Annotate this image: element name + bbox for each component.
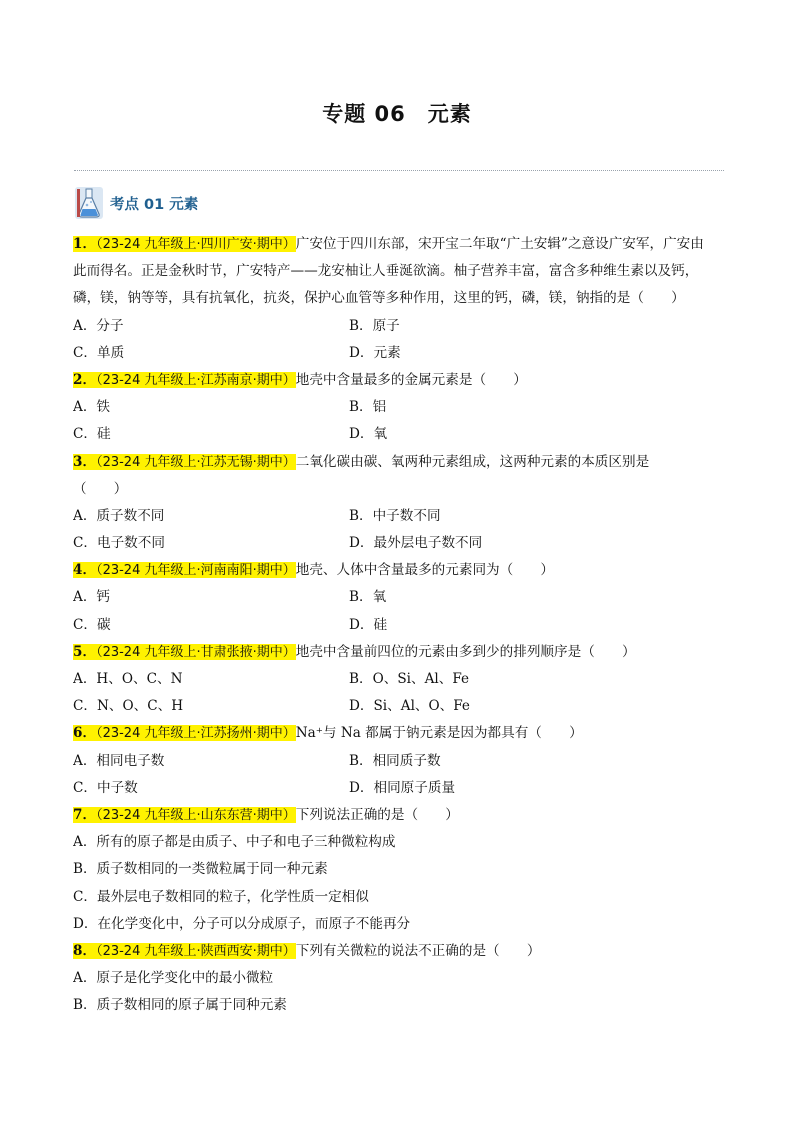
option: A．分子 [73, 317, 124, 334]
question-stem: 地壳中含量前四位的元素由多到少的排列顺序是（ ） [295, 643, 636, 660]
option-row [73, 775, 725, 802]
option: A．质子数不同 [73, 507, 165, 524]
option: D．硅 [349, 616, 388, 633]
option: B．质子数相同的一类微粒属于同一种元素 [73, 861, 328, 878]
option: C．最外层电子数相同的粒子，化学性质一定相似 [73, 888, 369, 905]
option: D．Si、Al、O、Fe [349, 698, 470, 715]
option-row [73, 693, 725, 720]
question-tag: 6．（23-24 九年级上·江苏扬州·期中） [73, 725, 296, 742]
question-tag: 4．（23-24 九年级上·河南南阳·期中） [73, 562, 296, 579]
option-row [73, 421, 725, 448]
option: A．所有的原子都是由质子、中子和电子三种微粒构成 [73, 834, 396, 851]
option: C．中子数 [73, 779, 138, 796]
option-row [73, 530, 725, 557]
option-row [73, 666, 725, 693]
option: D．氧 [349, 426, 388, 443]
page-title: 专题 06 元素 [322, 102, 472, 126]
option: C．电子数不同 [73, 535, 165, 552]
question-line [73, 231, 725, 258]
option: D．元素 [349, 344, 401, 361]
question-stem: Na⁺与 Na 都属于钠元素是因为都具有（ ） [295, 725, 583, 742]
option: C．N、O、C、H [73, 698, 184, 715]
question-stem: 二氧化碳由碳、氧两种元素组成，这两种元素的本质区别是 [295, 453, 650, 470]
question-line: 此而得名。正是金秋时节，广安特产——龙安柚让人垂涎欲滴。柚子营养丰富，富含多种维生素以及钙， [73, 263, 699, 280]
question-tag: 2．（23-24 九年级上·江苏南京·期中） [73, 371, 296, 388]
option: C．单质 [73, 344, 125, 361]
section-header [74, 185, 198, 221]
option-row [73, 313, 725, 340]
question-line [73, 720, 725, 747]
option-row [73, 340, 725, 367]
question-line [73, 367, 725, 394]
option: B．氧 [349, 589, 387, 606]
option: B．铝 [349, 399, 387, 416]
option: B．O、Si、Al、Fe [349, 671, 470, 687]
option: D．最外层电子数不同 [349, 535, 483, 552]
option-row [73, 748, 725, 775]
option: A．相同电子数 [73, 752, 165, 769]
option-row [73, 584, 725, 611]
option: B．中子数不同 [349, 507, 441, 524]
question-tag: 3．（23-24 九年级上·江苏无锡·期中） [73, 453, 296, 470]
question-line [73, 938, 725, 965]
question-line: （ ） [73, 480, 128, 497]
option: B．原子 [349, 317, 400, 334]
flask-icon [74, 185, 104, 221]
question-line [73, 557, 725, 584]
question-stem: 下列说法正确的是（ ） [295, 806, 459, 823]
option: C．碳 [73, 616, 111, 633]
header-divider [74, 170, 724, 171]
question-stem: 下列有关微粒的说法不正确的是（ ） [295, 942, 541, 959]
question-tag: 1．（23-24 九年级上·四川广安·期中） [73, 236, 296, 252]
option: C．硅 [73, 426, 111, 443]
question-stem: 广安位于四川东部，宋开宝二年取“广土安辑”之意设广安军，广安由 [295, 236, 704, 252]
question-line [73, 449, 725, 476]
option: B．相同质子数 [349, 752, 441, 769]
question-list [73, 231, 725, 1019]
question-stem: 地壳、人体中含量最多的元素同为（ ） [295, 562, 555, 579]
option-row [73, 612, 725, 639]
section-label: 考点 01 元素 [110, 196, 199, 213]
option: A．钙 [73, 589, 111, 606]
question-tag: 7．（23-24 九年级上·山东东营·期中） [73, 806, 296, 823]
option: A．铁 [73, 399, 111, 416]
option: B．质子数相同的原子属于同种元素 [73, 997, 287, 1014]
question-line [73, 639, 725, 666]
question-line [73, 802, 725, 829]
option: D．相同原子质量 [349, 779, 456, 796]
option-row [73, 503, 725, 530]
option: D．在化学变化中，分子可以分成原子，而原子不能再分 [73, 915, 411, 932]
question-line: 磷，镁，钠等等，具有抗氧化，抗炎，保护心血管等多种作用，这里的钙，磷，镁，钠指的是（ ） [73, 290, 685, 307]
question-stem: 地壳中含量最多的金属元素是（ ） [295, 371, 527, 388]
option: A．原子是化学变化中的最小微粒 [73, 970, 274, 987]
question-tag: 8．（23-24 九年级上·陕西西安·期中） [73, 942, 296, 959]
question-tag: 5．（23-24 九年级上·甘肃张掖·期中） [73, 643, 296, 660]
option: A．H、O、C、N [73, 671, 183, 687]
option-row [73, 394, 725, 421]
